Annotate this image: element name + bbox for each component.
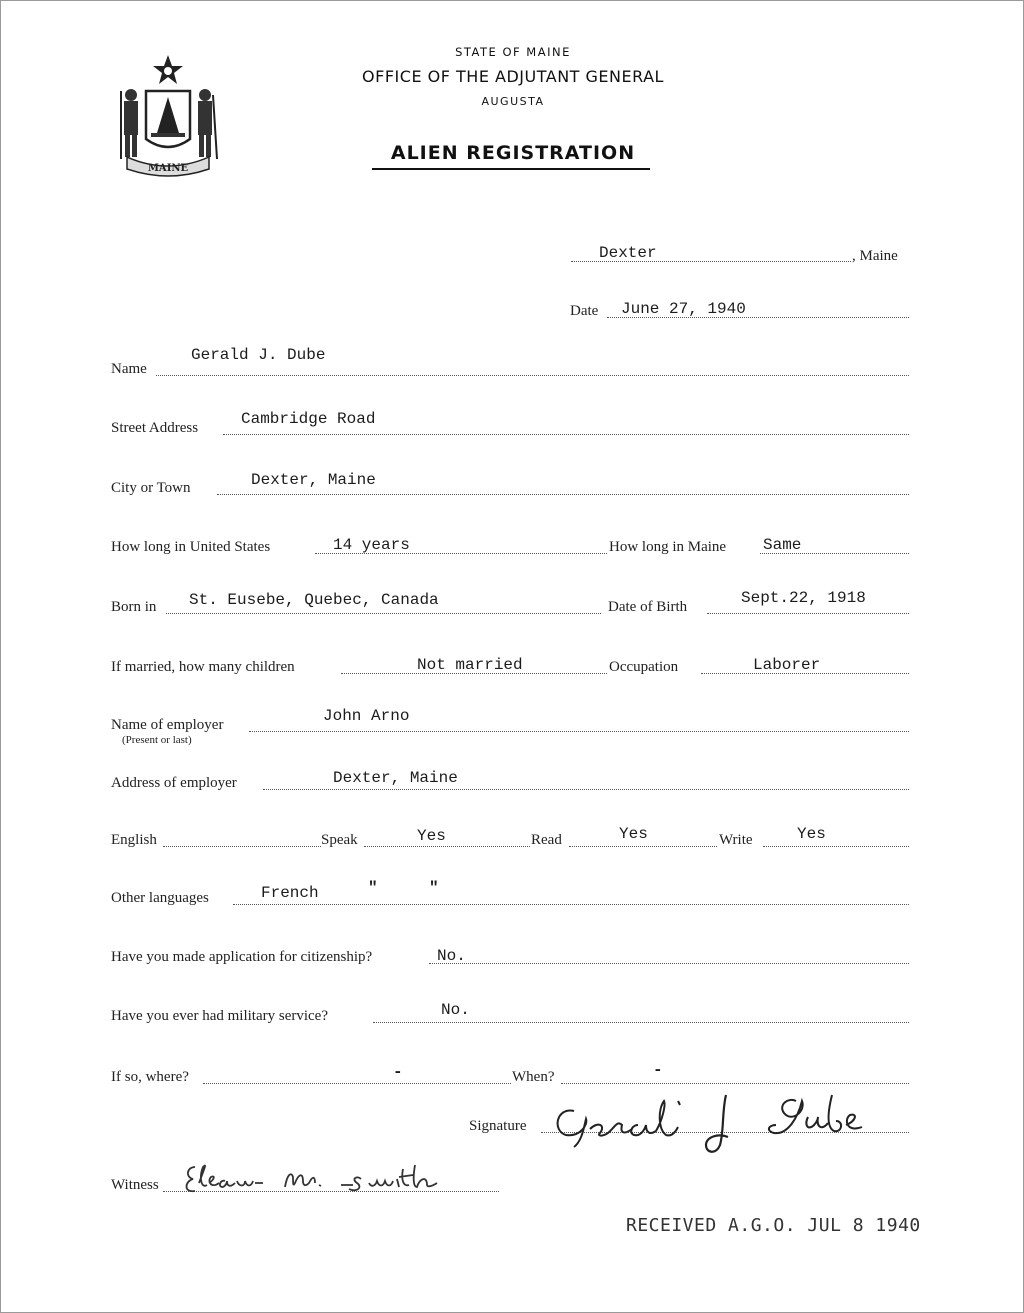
citizenship-line [429,963,909,964]
employer-value: John Arno [323,707,410,725]
maine-duration-value: Same [763,536,802,554]
witness-label: Witness [111,1177,159,1193]
occupation-value: Laborer [753,656,821,674]
street-value: Cambridge Road [241,410,376,428]
citizenship-label: Have you made application for citizenship? [111,949,373,965]
name-line [156,375,909,376]
dob-label: Date of Birth [608,599,688,615]
signature-label: Signature [469,1118,527,1134]
signature-handwriting [546,1081,896,1159]
city-line [217,494,909,495]
speak-line [364,846,530,847]
street-label: Street Address [111,420,199,436]
svg-text:MAINE: MAINE [147,163,189,174]
header-state: STATE OF MAINE [455,45,571,59]
military-line [373,1022,909,1023]
city-label: City or Town [111,480,191,496]
born-label: Born in [111,599,157,615]
where-label: If so, where? [111,1069,189,1085]
dob-line [707,613,909,614]
form-title: ALIEN REGISTRATION [390,142,636,164]
when-label: When? [512,1069,555,1085]
when-value: - [653,1061,663,1079]
name-label: Name [111,361,147,377]
maine-duration-label: How long in Maine [609,539,727,555]
us-duration-label: How long in United States [111,539,271,555]
other-languages-label: Other languages [111,890,209,906]
speak-value: Yes [417,827,446,845]
street-line [223,434,909,435]
employer-address-line [263,789,909,790]
ditto-mark-1: " [368,879,378,897]
us-duration-value: 14 years [333,536,410,554]
born-value: St. Eusebe, Quebec, Canada [189,591,439,609]
date-value: June 27, 1940 [621,300,746,318]
ditto-mark-2: " [429,879,439,897]
citizenship-value: No. [437,947,466,965]
employer-address-label: Address of employer [111,775,237,791]
other-languages-value: French [261,884,319,902]
received-stamp: RECEIVED A.G.O. JUL 8 1940 [626,1215,921,1236]
read-line [569,846,717,847]
name-value: Gerald J. Dube [191,346,326,364]
where-line [203,1083,511,1084]
children-value: Not married [417,656,523,674]
where-value: - [393,1063,403,1081]
city-value: Dexter, Maine [251,471,376,489]
occupation-label: Occupation [609,659,679,675]
date-label: Date [570,303,599,319]
english-line [163,846,321,847]
employer-label: Name of employer [111,717,224,733]
employer-address-value: Dexter, Maine [333,769,458,787]
title-underline [372,168,650,170]
military-label: Have you ever had military service? [111,1008,328,1024]
write-line [763,846,909,847]
write-value: Yes [797,825,826,843]
header-city: AUGUSTA [481,95,545,108]
children-label: If married, how many children [111,659,295,675]
other-languages-line [233,904,909,905]
header-office: OFFICE OF THE ADJUTANT GENERAL [362,67,664,86]
military-value: No. [441,1001,470,1019]
read-value: Yes [619,825,648,843]
born-line [166,613,601,614]
dob-value: Sept.22, 1918 [741,589,866,607]
employer-sublabel: (Present or last) [122,734,192,746]
speak-label: Speak [321,832,358,848]
employer-line [249,731,909,732]
place-suffix: , Maine [852,248,898,264]
write-label: Write [719,832,753,848]
read-label: Read [531,832,562,848]
english-label: English [111,832,157,848]
witness-handwriting [181,1153,451,1201]
place-value: Dexter [599,244,657,262]
